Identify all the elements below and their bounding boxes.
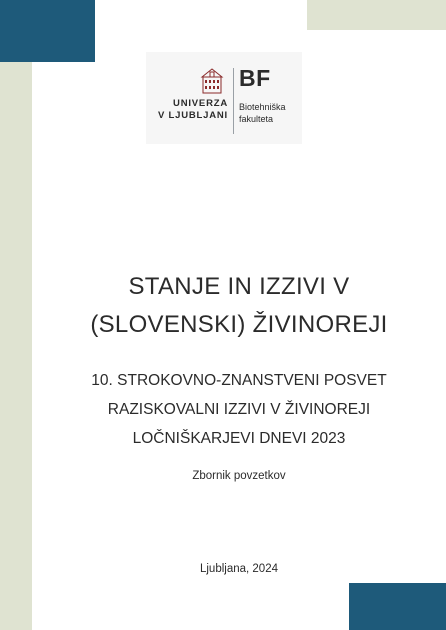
university-name — [156, 98, 228, 122]
decor-block-top-left — [0, 0, 95, 62]
university-name-line1: UNIVERZA — [173, 98, 228, 109]
university-name-line2: V LJUBLJANI — [157, 110, 228, 121]
decor-block-top-right — [307, 0, 446, 30]
subtitle-line-1: 10. STROKOVNO-ZNANSTVENI POSVET — [91, 372, 387, 389]
faculty-name-line2: fakulteta — [239, 114, 274, 124]
faculty-name — [239, 101, 286, 125]
place-and-year: Ljubljana, 2024 — [199, 563, 278, 575]
title-line-1: STANJE IN IZZIVI V — [128, 273, 350, 300]
event-subtitle — [32, 366, 446, 453]
document-title — [32, 268, 446, 344]
logo-divider — [233, 68, 234, 134]
faculty-logo — [146, 52, 302, 144]
decor-strip-left — [0, 62, 32, 630]
faculty-name-line1: Biotehniška — [239, 102, 286, 112]
title-line-2: (SLOVENSKI) ŽIVINOREJI — [90, 311, 388, 338]
subtitle-line-3: LOČNIŠKARJEVI DNEVI 2023 — [132, 430, 346, 447]
subtitle-line-2: RAZISKOVALNI IZZIVI V ŽIVINOREJI — [107, 401, 371, 418]
faculty-abbreviation: BF — [239, 65, 271, 91]
proceedings-label: Zbornik povzetkov — [192, 470, 286, 482]
university-building-icon — [199, 67, 225, 95]
decor-block-bottom-right — [349, 583, 446, 630]
